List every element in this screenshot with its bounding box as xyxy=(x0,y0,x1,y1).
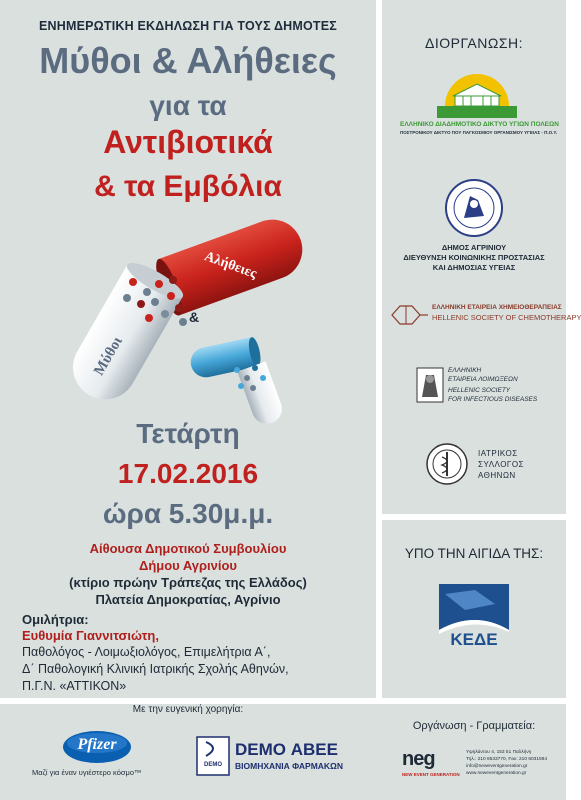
speaker-label: Ομιλήτρια: xyxy=(22,612,89,627)
event-subtitle: ΕΝΗΜΕΡΩΤΙΚΗ ΕΚΔΗΛΩΣΗ ΓΙΑ ΤΟΥΣ ΔΗΜΟΤΕΣ xyxy=(38,19,337,33)
venue-line-1: Αίθουσα Δημοτικού Συμβουλίου xyxy=(89,541,287,556)
neg-website[interactable]: www.neweventgeneration.gr xyxy=(466,771,527,776)
sponsors-title: Με την ευγενική χορηγία: xyxy=(132,704,244,715)
event-day: Τετάρτη xyxy=(136,418,240,449)
agrinio-line-1: ΔΗΜΟΣ ΑΓΡΙΝΙΟΥ xyxy=(441,243,507,252)
neg-email[interactable]: info@neweventgeneration.gr xyxy=(466,764,528,769)
aegis-title: ΥΠΟ ΤΗΝ ΑΙΓΙΔΑ ΤΗΣ: xyxy=(404,546,544,561)
demo-badge-icon xyxy=(196,736,230,776)
capsule-truths-label: Αλήθειες xyxy=(202,249,259,282)
infectious-line-3: HELLENIC SOCIETY xyxy=(448,387,511,394)
capsule-myths-label: Μύθοι xyxy=(91,334,126,379)
neg-logo-text: neg xyxy=(402,748,435,770)
medical-line-3: ΑΘΗΝΩΝ xyxy=(478,471,516,480)
title-antibiotics: Αντιβιοτικά xyxy=(103,124,273,160)
infectious-line-4: FOR INFECTIOUS DISEASES xyxy=(448,396,538,403)
title-vaccines: & τα Εμβόλια xyxy=(94,170,282,203)
chemotherapy-logo-icon xyxy=(390,302,430,328)
speaker-role-3: Π.Γ.Ν. «ΑΤΤΙΚΟΝ» xyxy=(22,679,127,693)
medical-line-2: ΣΥΛΛΟΓΟΣ xyxy=(478,460,525,469)
pfizer-name: Pfizer xyxy=(77,736,117,753)
infectious-diseases-logo-icon xyxy=(416,367,444,403)
speaker-role-2: Δ΄ Παθολογική Κλινική Ιατρικής Σχολής Αθηνών, xyxy=(22,662,289,676)
speaker-name: Ευθυμία Γιαννιτσιώτη, xyxy=(22,628,159,643)
pfizer-slogan: Μαζί για έναν υγιέστερο κόσμο™ xyxy=(32,768,142,777)
venue-line-2: Δήμου Αγρινίου xyxy=(138,558,237,573)
secretariat-title: Οργάνωση - Γραμματεία: xyxy=(412,720,536,732)
agrinio-line-3: ΚΑΙ ΔΗΜΟΣΙΑΣ ΥΓΕΙΑΣ xyxy=(432,263,516,272)
agrinio-line-2: ΔΙΕΥΘΥΝΣΗ ΚΟΙΝΩΝΙΚΗΣ ΠΡΟΣΤΑΣΙΑΣ xyxy=(403,253,545,262)
kede-label: ΚΕΔΕ xyxy=(450,630,498,649)
healthy-cities-line-2: ΠΟΣΤΡΟΝΙΚΟΥ ΔΙΚΤΥΟ ΠΟΥ ΠΑΓΚΟΣΜΙΟΥ ΟΡΓΑΝΙΣΜΟΥ ΥΓΕΙΑΣ - Π.Ο.Υ. xyxy=(400,130,558,135)
healthy-cities-logo-icon xyxy=(437,70,517,118)
venue-line-4: Πλατεία Δημοκρατίας, Αγρίνιο xyxy=(95,592,281,607)
chemo-line-1: ΕΛΛΗΝΙΚΗ ΕΤΑΙΡΕΙΑ ΧΗΜΕΙΟΘΕΡΑΠΕΙΑΣ xyxy=(432,304,562,311)
healthy-cities-line-1: ΕΛΛΗΝΙΚΟ ΔΙΑΔΗΜΟΤΙΚΟ ΔΙΚΤΥΟ ΥΓΙΩΝ ΠΟΛΕΩΝ xyxy=(400,121,559,128)
demo-badge-label: DEMO xyxy=(204,762,222,768)
medical-line-1: ΙΑΤΡΙΚΟΣ xyxy=(478,449,518,458)
title-myths-truths: Μύθοι & Αλήθειες xyxy=(39,40,337,81)
title-for-the: για τα xyxy=(149,90,227,121)
demo-name: DEMO ΑΒΕΕ xyxy=(235,740,338,759)
speaker-role-1: Παθολόγος - Λοιμωξιολόγος, Επιμελήτρια Α΄, xyxy=(22,645,271,659)
medical-association-seal-icon xyxy=(426,443,468,485)
event-time: ώρα 5.30μ.μ. xyxy=(102,498,274,529)
organizers-title: ΔΙΟΡΓΑΝΩΣΗ: xyxy=(425,35,523,51)
agrinio-seal-icon xyxy=(444,178,504,238)
infectious-line-2: ΕΤΑΙΡΕΙΑ ΛΟΙΜΩΞΕΩΝ xyxy=(448,376,518,383)
neg-logo-subtitle: NEW EVENT GENERATION xyxy=(402,772,460,777)
demo-subtitle: ΒΙΟΜΗΧΑΝΙΑ ΦΑΡΜΑΚΩΝ xyxy=(235,761,344,771)
venue-line-3: (κτίριο πρώην Τράπεζας της Ελλάδος) xyxy=(69,575,307,590)
event-date: 17.02.2016 xyxy=(117,458,259,489)
ampersand-label: & xyxy=(189,309,200,325)
infectious-line-1: ΕΛΛΗΝΙΚΗ xyxy=(448,367,482,374)
chemo-line-2: HELLENIC SOCIETY OF CHEMOTHERAPY xyxy=(432,313,581,322)
neg-address: Υψηλάντου 4, 153 51 Παλλήνη xyxy=(466,750,532,755)
neg-phone: Τηλ.: 210 6533770, Fax: 210 6031594 xyxy=(466,757,547,762)
